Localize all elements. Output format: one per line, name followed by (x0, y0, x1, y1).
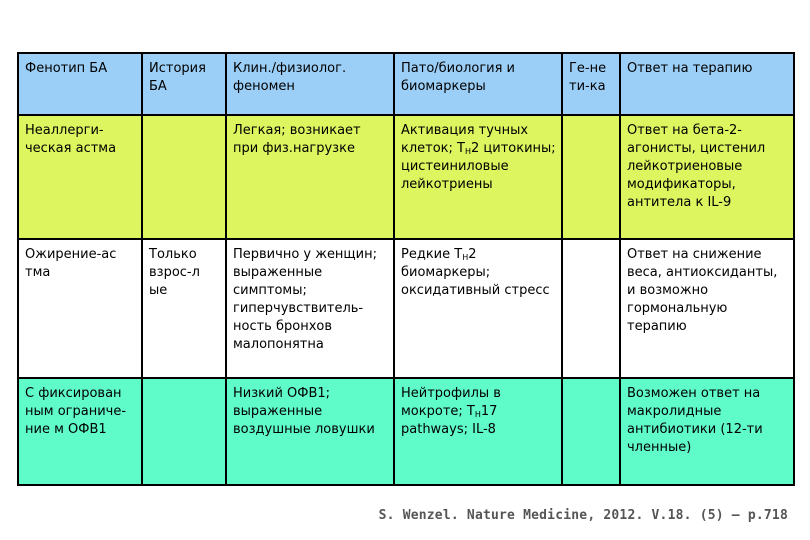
pathobiology-subscript: H (462, 253, 469, 262)
table-header-row (18, 53, 794, 115)
cell-phenotype: С фиксирован ным ограниче-ние м ОФВ1 (18, 378, 142, 485)
cell-genetics (562, 115, 620, 239)
cell-phenotype: Ожирение-ас тма (18, 239, 142, 378)
cell-genetics (562, 239, 620, 378)
pathobiology-text-b: 2 цитокины; цистеиниловые лейкотриены (401, 141, 556, 192)
pathobiology-text-a: Редкие T (401, 247, 463, 262)
cell-phenotype: Неаллерги-ческая астма (18, 115, 142, 239)
pathobiology-text-a: Активация тучных клеток; T (401, 123, 529, 156)
cell-history: Только взрос-л ые (142, 239, 226, 378)
pathobiology-subscript: H (474, 410, 481, 419)
pathobiology-text-b: 17 pathways; IL-8 (401, 404, 498, 437)
cell-clinical: Низкий ОФВ1; выраженные воздушные ловушки (226, 378, 394, 485)
cell-clinical: Первично у женщин; выраженные симптомы; гиперчувствитель-ность бронхов малопонятна (226, 239, 394, 378)
pathobiology-text-a: Нейтрофилы в мокроте; T (401, 386, 501, 419)
table-row (18, 115, 794, 239)
header-history: История БА (142, 53, 226, 115)
cell-clinical: Легкая; возникает при физ.нагрузке (226, 115, 394, 239)
table-row (18, 378, 794, 485)
cell-pathobiology (394, 239, 562, 378)
cell-history (142, 115, 226, 239)
cell-response: Возможен ответ на макролидные антибиотики (12-ти членные) (620, 378, 794, 485)
header-clinical: Клин./физиолог. феномен (226, 53, 394, 115)
pathobiology-subscript: H (465, 147, 472, 156)
header-phenotype: Фенотип БА (18, 53, 142, 115)
cell-response: Ответ на снижение веса, антиоксиданты, и возможно гормональную терапию (620, 239, 794, 378)
citation: S. Wenzel. Nature Medicine, 2012. V.18. (5) – p.718 (378, 508, 788, 523)
header-genetics: Ге-не ти-ка (562, 53, 620, 115)
cell-response: Ответ на бета-2-агонисты, цистенил лейкотриеновые модификаторы, антитела к IL-9 (620, 115, 794, 239)
cell-pathobiology (394, 378, 562, 485)
header-response: Ответ на терапию (620, 53, 794, 115)
phenotype-table (17, 52, 795, 486)
cell-pathobiology (394, 115, 562, 239)
table-row (18, 239, 794, 378)
pathobiology-text-b: 2 биомаркеры; оксидативный стресс (401, 247, 550, 298)
header-pathobiology: Пато/биология и биомаркеры (394, 53, 562, 115)
cell-history (142, 378, 226, 485)
cell-genetics (562, 378, 620, 485)
